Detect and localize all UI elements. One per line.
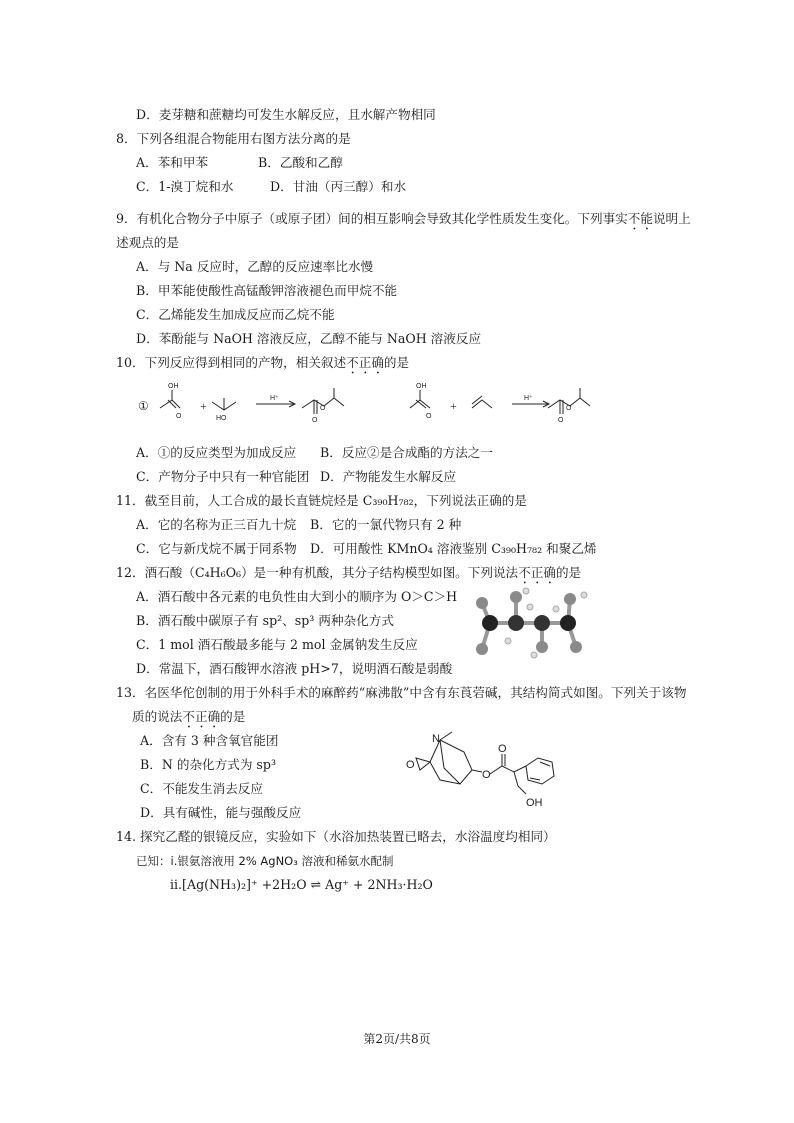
q9-stem: 9．有机化合物分子中原子（或原子团）间的相互影响会导致其化学性质发生变化。下列事实不能说明上 [116,211,691,226]
q9-option-d: D．苯酚能与 NaOH 溶液反应，乙醇不能与 NaOH 溶液反应 [136,331,482,346]
svg-text:HO: HO [216,415,227,422]
svg-text:O: O [426,413,432,420]
q14-stem: 14. 探究乙醛的银镜反应，实验如下（水浴加热装置已略去，水浴温度均相同） [116,829,556,844]
q14-known-2: ii.[Ag(NH₃)₂]⁺ +2H₂O ⇌ Ag⁺ + 2NH₃·H₂O [170,877,433,892]
q12-option-c: C．1 mol 酒石酸最多能与 2 mol 金属钠发生反应 [136,637,418,652]
q12-option-a: A．酒石酸中各元素的电负性由大到小的顺序为 O＞C＞H [136,589,458,604]
catalyst-label-1: H⁺ [270,395,279,402]
oh-group: OH [526,797,543,809]
oh-label: OH [168,383,179,390]
svg-text:+: + [450,399,457,413]
svg-text:O: O [176,413,182,420]
svg-text:+: + [200,399,207,413]
q9-option-c: C．乙烯能发生加成反应而乙烷不能 [136,307,335,322]
q10-option-d: D．产物能发生水解反应 [320,469,457,484]
q7-option-d: D．麦芽糖和蔗糖均可发生水解反应，且水解产物相同 [136,107,436,122]
svg-text:O: O [312,417,318,424]
svg-text:O: O [558,417,564,424]
acetic-acid-1 [160,390,172,408]
q12-option-b: B．酒石酸中碳原子有 sp²、sp³ 两种杂化方式 [136,613,394,628]
q13-option-d: D．具有碱性，能与强酸反应 [140,805,302,820]
q10-option-b: B．反应②是合成酯的方法之一 [320,445,493,460]
q14-known-1: 已知：i.银氨溶液用 2% AgNO₃ 溶液和稀氨水配制 [136,854,394,868]
q12-option-d: D．常温下，酒石酸钾水溶液 pH>7，说明酒石酸是弱酸 [136,661,453,676]
q13-stem-cont: 质的说法不正确的是 [132,709,246,724]
q8-option-a: A．苯和甲苯 [136,155,209,170]
svg-text:O: O [406,759,415,771]
svg-text:OH: OH [416,383,427,390]
svg-text:O: O [320,405,326,412]
q13-option-a: A．含有 3 种含氧官能团 [140,733,279,748]
q13-option-c: C．不能发生消去反应 [140,781,263,796]
q9-stem-cont: 述观点的是 [116,235,179,250]
svg-text:O: O [498,743,507,755]
q11-option-b: B．它的一氯代物只有 2 种 [310,517,462,532]
q10-stem: 10．下列反应得到相同的产物，相关叙述不正确的是 [116,355,410,370]
q9-option-a: A．与 Na 反应时，乙醇的反应速率比水慢 [136,259,374,274]
q8-option-b: B．乙酸和乙醇 [258,155,343,170]
q10-option-c: C．产物分子中只有一种官能团 [136,469,310,484]
reaction-1-label: ① [138,399,149,413]
q8-option-d: D．甘油（丙三醇）和水 [270,179,407,194]
q11-stem: 11．截至目前，人工合成的最长直链烷烃是 C₃₉₀H₇₈₂，下列说法正确的是 [116,493,527,508]
q11-option-d: D．可用酸性 KMnO₄ 溶液鉴别 C₃₉₀H₇₈₂ 和聚乙烯 [310,541,597,556]
q13-stem: 13．名医华佗创制的用于外科手术的麻醉药“麻沸散”中含有东莨菪碱，其结构简式如图。下列关于该物 [116,685,687,700]
reaction-scheme [0,378,794,438]
q11-option-c: C．它与新戊烷不属于同系物 [136,541,297,556]
acetic-acid-2 [410,390,420,408]
svg-text:O: O [482,769,491,781]
q13-option-b: B．N 的杂化方式为 sp³ [140,757,277,772]
catalyst-label-2: H⁺ [524,395,533,402]
scopolamine-structure [400,722,600,822]
emphasis-not: 不能 [627,211,653,226]
page-footer: 第2页/共8页 [363,1032,431,1046]
q8-option-c: C．1-溴丁烷和水 [136,179,234,194]
q11-option-a: A．它的名称为正三百九十烷 [136,517,297,532]
q9-option-b: B．甲苯能使酸性高锰酸钾溶液褪色而甲烷不能 [136,283,398,298]
q10-option-a: A．①的反应类型为加成反应 [136,445,297,460]
q12-stem: 12．酒石酸（C₄H₆O₆）是一种有机酸，其分子结构模型如图。下列说法不正确的是 [116,565,582,580]
q8-stem: 8．下列各组混合物能用右图方法分离的是 [116,131,351,146]
tartaric-acid-model [460,585,610,665]
svg-text:O: O [566,405,572,412]
n-atom: N [432,733,440,745]
